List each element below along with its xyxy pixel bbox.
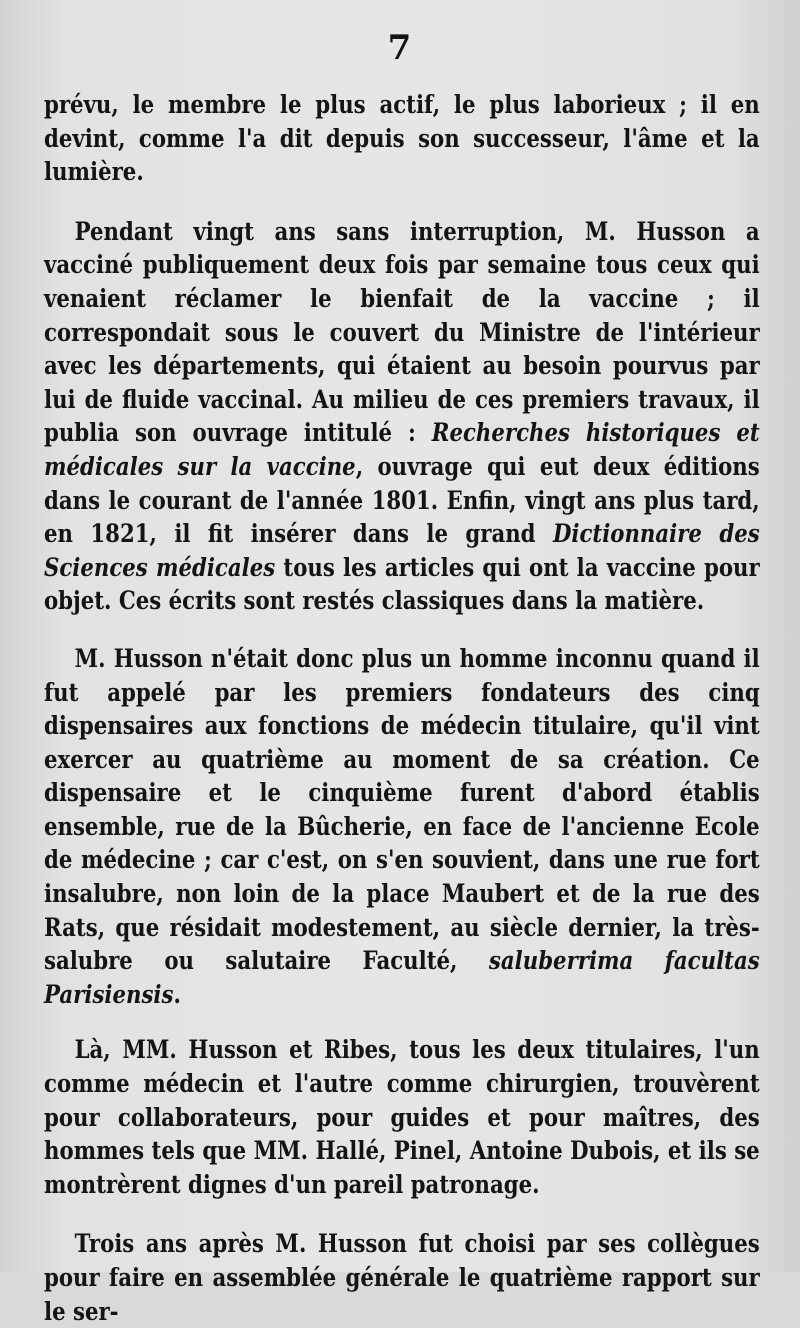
book-title-dictionnaire: Dictionnaire des Sciences médicales (44, 519, 760, 582)
paragraph-2-text-a: Pendant vingt ans sans interruption, M. Husson a vacciné publiquement deux fois par semaine tous ceux qui venaient réclamer le bienfait de la vaccine ; il correspondait sous le couvert du Ministre de l'intérieur avec les départements, qui étaient au besoin pourvus par lui de fluide vaccinal. Au milieu de ces premiers travaux, il publia son ouvrage intitulé : (44, 216, 760, 448)
paragraph-5 (44, 1227, 760, 1328)
paragraph-3-text-b: . (173, 979, 181, 1009)
paragraph-4 (44, 1033, 760, 1201)
paragraph-3 (44, 642, 760, 1012)
paragraph-1 (44, 88, 760, 189)
paragraph-2-text-b: , ouvrage qui eut deux éditions dans le courant de l'année 1801. Enfin, vingt ans plus tard, en 1821, il fit insérer dans le grand (44, 451, 760, 549)
paragraph-2 (44, 215, 760, 618)
page-number: 7 (387, 28, 413, 68)
book-title-recherches: Recherches historiques et médicales sur la vaccine (44, 418, 760, 481)
body-text (44, 88, 760, 1328)
paragraph-4-text: Là, MM. Husson et Ribes, tous les deux titulaires, l'un comme médecin et l'autre comme chirurgien, trouvèrent pour collaborateurs, pour guides et pour maîtres, des hommes tels que MM. Hallé, Pinel, Antoine Dubois, et ils se montrèrent dignes d'un pareil patronage. (44, 1035, 760, 1199)
paragraph-5-text: Trois ans après M. Husson fut choisi par ses collègues pour faire en assemblée générale le quatrième rapport sur le ser- (44, 1229, 760, 1326)
paragraph-2-text-c: tous les articles qui ont la vaccine pour objet. Ces écrits sont restés classiques dans la matière. (44, 552, 760, 616)
paragraph-1-text: prévu, le membre le plus actif, le plus laborieux ; il en devint, comme l'a dit depuis son successeur, l'âme et la lumière. (44, 90, 760, 187)
latin-phrase: saluberrima facultas Parisiensis (44, 946, 760, 1009)
paragraph-3-text-a: M. Husson n'était donc plus un homme inconnu quand il fut appelé par les premiers fondateurs des cinq dispensaires aux fonctions de médecin titulaire, qu'il vint exercer au quatrième au moment de sa création. Ce dispensaire et le cinquième furent d'abord établis ensemble, rue de la Bûcherie, en face de l'ancienne Ecole de médecine ; car c'est, on s'en souvient, dans une rue fort insalubre, non loin de la place Maubert et de la rue des Rats, que résidait modestement, au siècle dernier, la très-salubre ou salutaire Faculté, (44, 643, 760, 976)
